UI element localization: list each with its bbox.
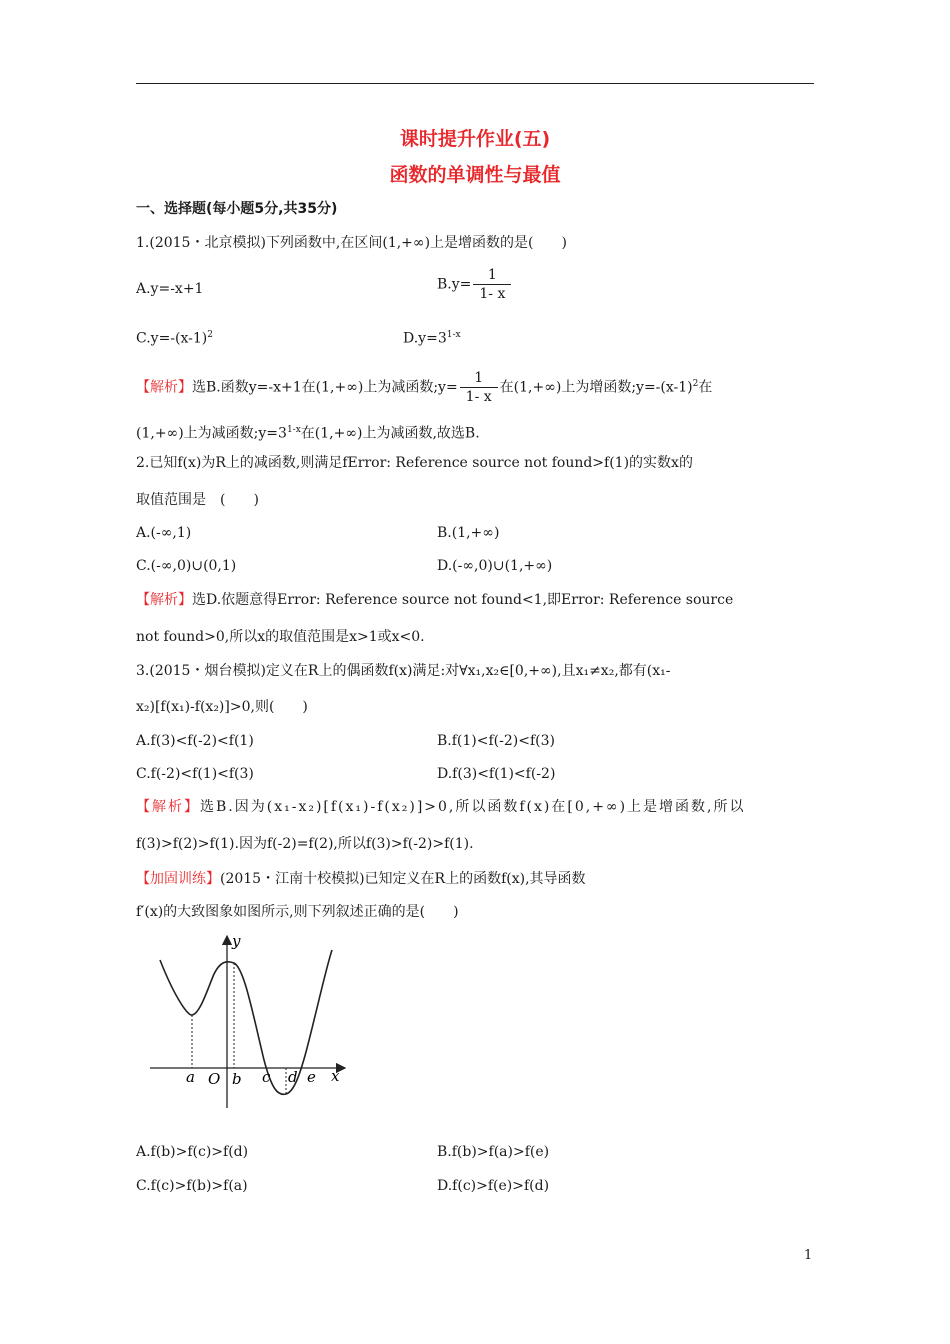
label-a: a bbox=[186, 1068, 195, 1086]
q4-tag: 【加固训练】 bbox=[136, 871, 220, 887]
q3-option-a: A.f(3)<f(-2)<f(1) bbox=[136, 733, 254, 749]
q4-option-a: A.f(b)>f(c)>f(d) bbox=[136, 1144, 249, 1160]
q3-explanation-line1: 【解析】选B.因为(x₁-x₂)[f(x₁)-f(x₂)]>0,所以函数f(x)在[0,+∞)上是增函数,所以 bbox=[136, 799, 746, 815]
q2-option-d: D.(-∞,0)∪(1,+∞) bbox=[437, 558, 553, 574]
q3-stem-line1: 3.(2015・烟台模拟)定义在R上的偶函数f(x)满足:对∀x₁,x₂∈[0,+∞),且x₁≠x₂,都有(x₁- bbox=[136, 663, 671, 679]
label-e: e bbox=[307, 1068, 316, 1086]
q4-option-b: B.f(b)>f(a)>f(e) bbox=[437, 1144, 550, 1160]
q3-stem-line2: x₂)[f(x₁)-f(x₂)]>0,则( ) bbox=[136, 699, 308, 715]
q4-option-c: C.f(c)>f(b)>f(a) bbox=[136, 1178, 248, 1194]
q3-explanation-line2: f(3)>f(2)>f(1).因为f(-2)=f(2),所以f(3)>f(-2)>f(1). bbox=[136, 836, 474, 852]
label-y: y bbox=[232, 932, 241, 950]
q1-b-fraction: $\frac{1}{1- x}$ bbox=[473, 266, 511, 303]
q1-option-a: A.y=-x+1 bbox=[136, 281, 204, 297]
label-origin: O bbox=[208, 1070, 221, 1088]
page-title: 课时提升作业(五) bbox=[399, 128, 551, 150]
q1-option-d: $D.y=3^{1-x}$ bbox=[403, 330, 461, 347]
page-number: 1 bbox=[804, 1248, 813, 1263]
q1-option-c: $C.y=-(x-1)^2$ bbox=[136, 330, 213, 347]
q3-option-d: D.f(3)<f(1)<f(-2) bbox=[437, 766, 556, 782]
q1-exp-fraction: $\frac{1}{1- x}$ bbox=[460, 369, 498, 406]
q3-explanation-tag: 【解析】 bbox=[136, 799, 200, 815]
q1-explanation-line1: 【解析】选B.函数y=-x+1在(1,+∞)上为减函数;y= $\frac{1}{1- x}$ 在(1,+∞)上为增函数$;y=-(x-1)^2$在 bbox=[136, 370, 713, 405]
q2-explanation-line1: 【解析】选D.依题意得Error: Reference source not found<1,即Error: Reference source bbox=[136, 592, 734, 608]
header-rule bbox=[136, 83, 814, 84]
q1-stem: 1.(2015・北京模拟)下列函数中,在区间(1,+∞)上是增函数的是( ) bbox=[136, 235, 567, 251]
label-c: c bbox=[262, 1068, 271, 1086]
q2-option-a: A.(-∞,1) bbox=[136, 525, 192, 541]
derivative-graph bbox=[140, 928, 355, 1113]
q1-explanation-line2: (1,+∞)上为减函数$;y=3^{1-x}$在(1,+∞)上为减函数,故选B. bbox=[136, 425, 480, 442]
page-subtitle: 函数的单调性与最值 bbox=[389, 164, 561, 186]
q2-stem-line1: 2.已知f(x)为R上的减函数,则满足fError: Reference source not found>f(1)的实数x的 bbox=[136, 455, 693, 471]
q1-option-b: B.y= $\frac{1}{1- x}$ bbox=[437, 266, 513, 303]
q4-option-d: D.f(c)>f(e)>f(d) bbox=[437, 1178, 550, 1194]
q3-option-b: B.f(1)<f(-2)<f(3) bbox=[437, 733, 555, 749]
q2-explanation-tag: 【解析】 bbox=[136, 592, 192, 608]
q1-explanation-tag: 【解析】 bbox=[136, 379, 192, 396]
q2-option-b: B.(1,+∞) bbox=[437, 525, 500, 541]
q3-option-c: C.f(-2)<f(1)<f(3) bbox=[136, 766, 254, 782]
label-b: b bbox=[232, 1070, 242, 1088]
label-d: d bbox=[288, 1068, 298, 1086]
q4-stem-line1: 【加固训练】(2015・江南十校模拟)已知定义在R上的函数f(x),其导函数 bbox=[136, 871, 586, 887]
q2-stem-line2: 取值范围是 ( ) bbox=[136, 492, 259, 508]
q4-stem-line2: f′(x)的大致图象如图所示,则下列叙述正确的是( ) bbox=[136, 904, 459, 920]
section-heading: 一、选择题(每小题5分,共35分) bbox=[136, 201, 338, 217]
q2-explanation-line2: not found>0,所以x的取值范围是x>1或x<0. bbox=[136, 629, 425, 645]
q2-option-c: C.(-∞,0)∪(0,1) bbox=[136, 558, 237, 574]
label-x: x bbox=[331, 1067, 340, 1085]
